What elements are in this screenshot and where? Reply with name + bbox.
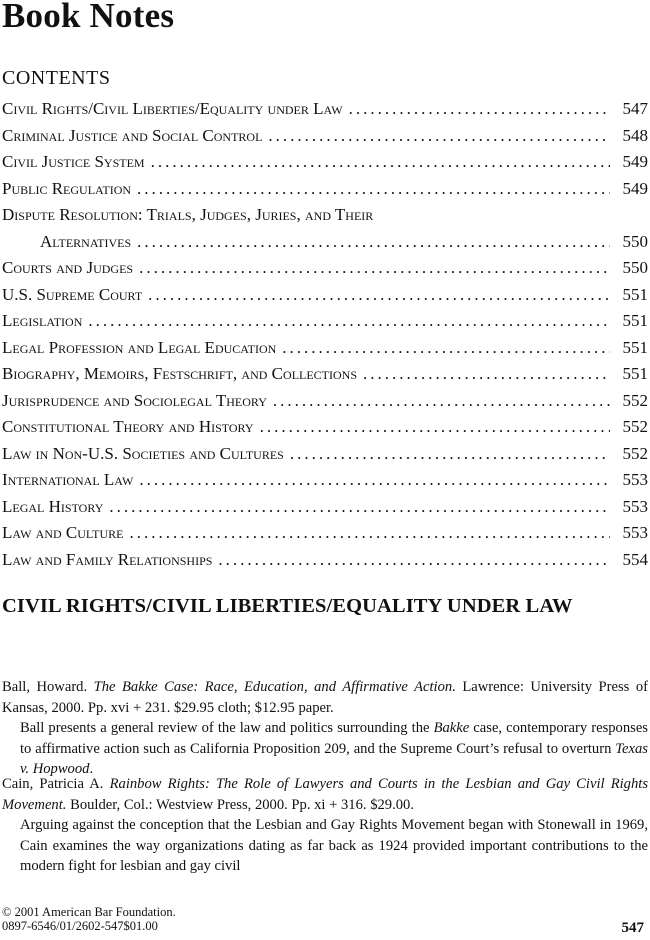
toc-page: 552 <box>622 390 648 410</box>
page-number: 547 <box>621 920 644 936</box>
toc-item: Law and Family Relationships ..... 554 <box>2 543 648 570</box>
toc-item: Courts and Judges ..... 550 <box>2 252 648 279</box>
description: Ball presents a general review of the law and politics surrounding the Bakke case, contemporary responses to affirmative action such as California Proposition 209, and the Supreme Court’s refusal to overturn Texas v. Hopwood. <box>20 720 648 777</box>
toc-item: Legislation ..... 551 <box>2 305 648 332</box>
toc-page: 552 <box>622 443 648 463</box>
toc-item: Criminal Justice and Social Control ..... 548 <box>2 119 648 146</box>
toc-item: Jurisprudence and Sociolegal Theory ..... 552 <box>2 384 648 411</box>
toc-page: 547 <box>622 99 648 118</box>
toc-item: Dispute Resolution: Trials, Judges, Juries, and Their <box>2 205 374 224</box>
toc-item-continued: Alternatives ..... 550 <box>2 225 648 252</box>
toc-page: 553 <box>622 523 648 542</box>
toc-item: Civil Rights/Civil Liberties/Equality under Law ..... 547 <box>2 99 648 119</box>
author: Cain, Patricia A. <box>2 776 104 792</box>
toc-item: Constitutional Theory and History ..... 552 <box>2 411 648 438</box>
book-note-entry <box>2 774 648 877</box>
table-of-contents <box>2 99 648 570</box>
toc-page: 551 <box>622 364 648 383</box>
author: Ball, Howard. <box>2 679 88 695</box>
citation <box>2 774 648 815</box>
toc-page: 551 <box>622 284 648 304</box>
toc-page: 553 <box>622 470 648 489</box>
book-title: The Bakke Case: Race, Education, and Affirmative Action. <box>93 679 456 695</box>
toc-page: 550 <box>622 231 648 251</box>
toc-item: Law in Non-U.S. Societies and Cultures ..... 552 <box>2 437 648 464</box>
toc-item: Legal History ..... 553 <box>2 490 648 517</box>
description: Arguing against the conception that the Lesbian and Gay Rights Movement began with Stonewall in 1969, Cain examines the way organizations dating as far back as 1924 provided important contributions to the modern fight for lesbian and gay civil <box>20 817 648 874</box>
toc-item: Biography, Memoirs, Festschrift, and Collections ..... 551 <box>2 358 648 385</box>
toc-page: 554 <box>622 549 648 569</box>
book-note-entry <box>2 677 648 780</box>
toc-item: International Law ..... 553 <box>2 464 648 491</box>
copyright: © 2001 American Bar Foundation. <box>2 905 176 919</box>
toc-page: 550 <box>622 258 648 277</box>
toc-page: 551 <box>622 311 648 330</box>
toc-item: U.S. Supreme Court ..... 551 <box>2 278 648 305</box>
toc-page: 549 <box>622 152 648 171</box>
footer <box>2 905 176 933</box>
toc-page: 549 <box>622 178 648 198</box>
toc-item: Public Regulation ..... 549 <box>2 172 648 199</box>
publication-info: Lawrence: University Press of Kansas, 2000. Pp. xvi + 231. $29.95 cloth; $12.95 paper. <box>2 679 648 716</box>
section-heading: CIVIL RIGHTS/CIVIL LIBERTIES/EQUALITY UNDER LAW <box>2 595 573 617</box>
citation <box>2 677 648 718</box>
toc-item: Legal Profession and Legal Education ..... 551 <box>2 331 648 358</box>
toc-item: Law and Culture ..... 553 <box>2 517 648 544</box>
issn-code: 0897-6546/01/2602-547$01.00 <box>2 919 158 933</box>
toc-page: 553 <box>622 496 648 516</box>
contents-heading: CONTENTS <box>2 67 111 89</box>
toc-page: 551 <box>622 337 648 357</box>
publication-info: Boulder, Col.: Westview Press, 2000. Pp. xi + 316. $29.00. <box>70 796 414 813</box>
toc-page: 552 <box>622 417 648 436</box>
page-title: Book Notes <box>2 0 175 35</box>
book-title: Rainbow Rights: The Role of Lawyers and Courts in the Lesbian and Gay Civil Rights Movement. <box>2 776 648 813</box>
toc-page: 548 <box>622 125 648 145</box>
toc-item: Civil Justice System ..... 549 <box>2 146 648 173</box>
